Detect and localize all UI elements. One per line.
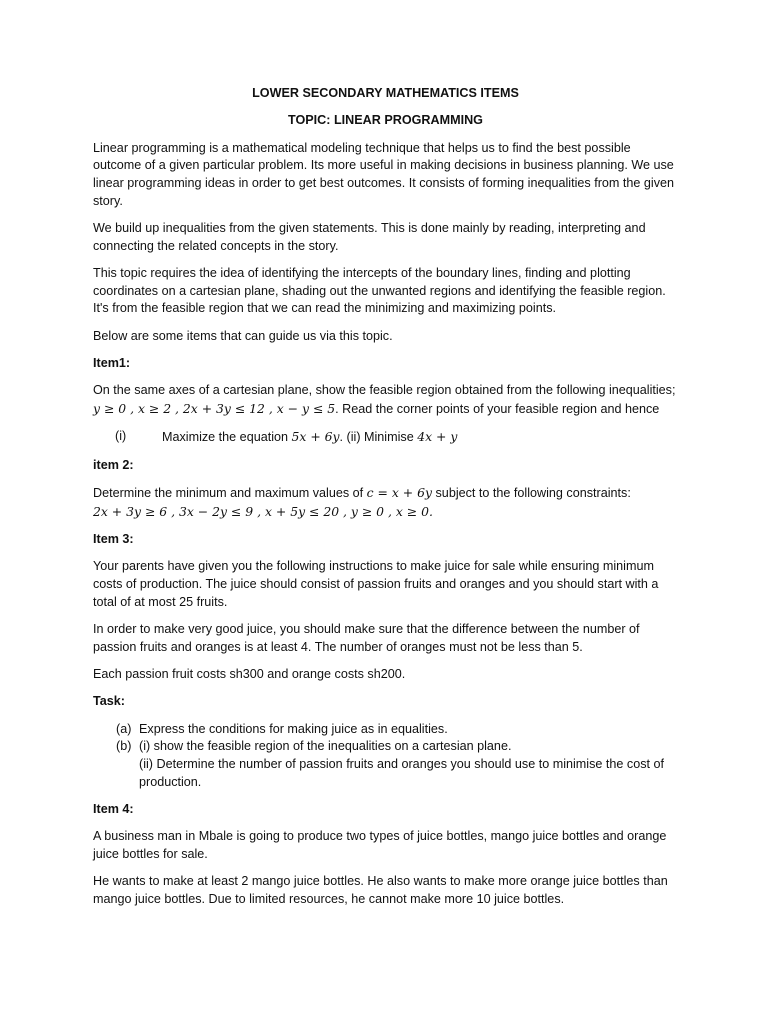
intro-paragraph: We build up inequalities from the given statements. This is done mainly by reading, interpreting and connecting the related concepts in the story. — [93, 220, 646, 253]
item2-heading: item 2: — [93, 457, 134, 472]
intro-paragraph: Below are some items that can guide us via this topic. — [93, 328, 393, 343]
item1-heading: Item1: — [93, 355, 131, 370]
item1-inequalities: y ≥ 0 , x ≥ 2 , 2x + 3y ≤ 12 , x − y ≤ 5 — [93, 400, 336, 416]
item2-text-before: Determine the minimum and maximum values of — [93, 486, 367, 501]
item1-maximize-equation: 5x + 6y — [291, 429, 340, 445]
item3-heading: Item 3: — [93, 532, 134, 547]
task-a-label: (a) — [116, 721, 132, 736]
item2-constraints: 2x + 3y ≥ 6 , 3x − 2y ≤ 9 , x + 5y ≤ 20 , y ≥ 0 , x ≥ 0. — [93, 503, 433, 519]
task-item-b — [93, 738, 678, 756]
item1-part-text: Maximize the equation — [162, 430, 292, 445]
item1-statement — [93, 382, 678, 418]
topic-heading: TOPIC: LINEAR PROGRAMMING — [288, 113, 483, 128]
item2-statement — [93, 484, 678, 521]
task-b-label: (b) — [116, 739, 132, 754]
item1-part-label: (i) — [115, 429, 127, 444]
item4-paragraph: A business man in Mbale is going to produce two types of juice bottles, mango juice bottles and orange juice bottles for sale. — [93, 829, 667, 861]
task-b-subitem: (ii) Determine the number of passion fruits and oranges you should use to minimise the cost of production. — [139, 756, 665, 789]
task-heading: Task: — [93, 694, 125, 709]
task-b-text: (i) show the feasible region of the inequalities on a cartesian plane. — [139, 739, 512, 754]
intro-paragraph: Linear programming is a mathematical modeling technique that helps us to find the best possible outcome of a given particular problem. Its more useful in making decisions in business planning. We use linear programming ideas in order to get best outcomes. It consists of forming inequalities from the given story. — [93, 140, 674, 208]
task-item-a — [93, 721, 678, 739]
item1-text-after: . Read the corner points of your feasible region and hence — [335, 401, 660, 416]
document-page — [93, 85, 678, 918]
item1-part-content — [139, 428, 457, 447]
task-a-text: Express the conditions for making juice as in equalities. — [139, 721, 448, 736]
item3-paragraph: In order to make very good juice, you should make sure that the difference between the number of passion fruits and oranges is at least 4. The number of oranges must not be less than 5. — [93, 622, 640, 654]
item3-paragraph: Your parents have given you the following instructions to make juice for sale while ensuring minimum costs of production. The juice should consist of passion fruits and oranges and you should start with a total of at most 25 fruits. — [93, 559, 659, 609]
item4-heading: Item 4: — [93, 801, 134, 816]
intro-paragraph: This topic requires the idea of identifying the intercepts of the boundary lines, finding and plotting coordinates on a cartesian plane, shading out the unwanted regions and identifying the feasible region. It's from the feasible region that we can read the minimizing and maximizing points. — [93, 265, 666, 316]
document-title: LOWER SECONDARY MATHEMATICS ITEMS — [252, 86, 519, 100]
item3-paragraph: Each passion fruit costs sh300 and orange costs sh200. — [93, 667, 406, 681]
item2-objective: c = x + 6y — [366, 485, 433, 501]
item2-text-after: subject to the following constraints: — [432, 486, 631, 501]
item1-part — [93, 428, 678, 447]
task-list — [93, 721, 678, 791]
item4-paragraph: He wants to make at least 2 mango juice bottles. He also wants to make more orange juice bottles than mango juice bottles. Due to limited resources, he cannot make more 10 juice bottles. — [93, 874, 668, 906]
item1-minimise-equation: 4x + y — [417, 429, 458, 445]
item1-part-text2: . (ii) Minimise — [339, 430, 418, 445]
item1-text-before: On the same axes of a cartesian plane, show the feasible region obtained from the following inequalities; — [93, 383, 676, 398]
